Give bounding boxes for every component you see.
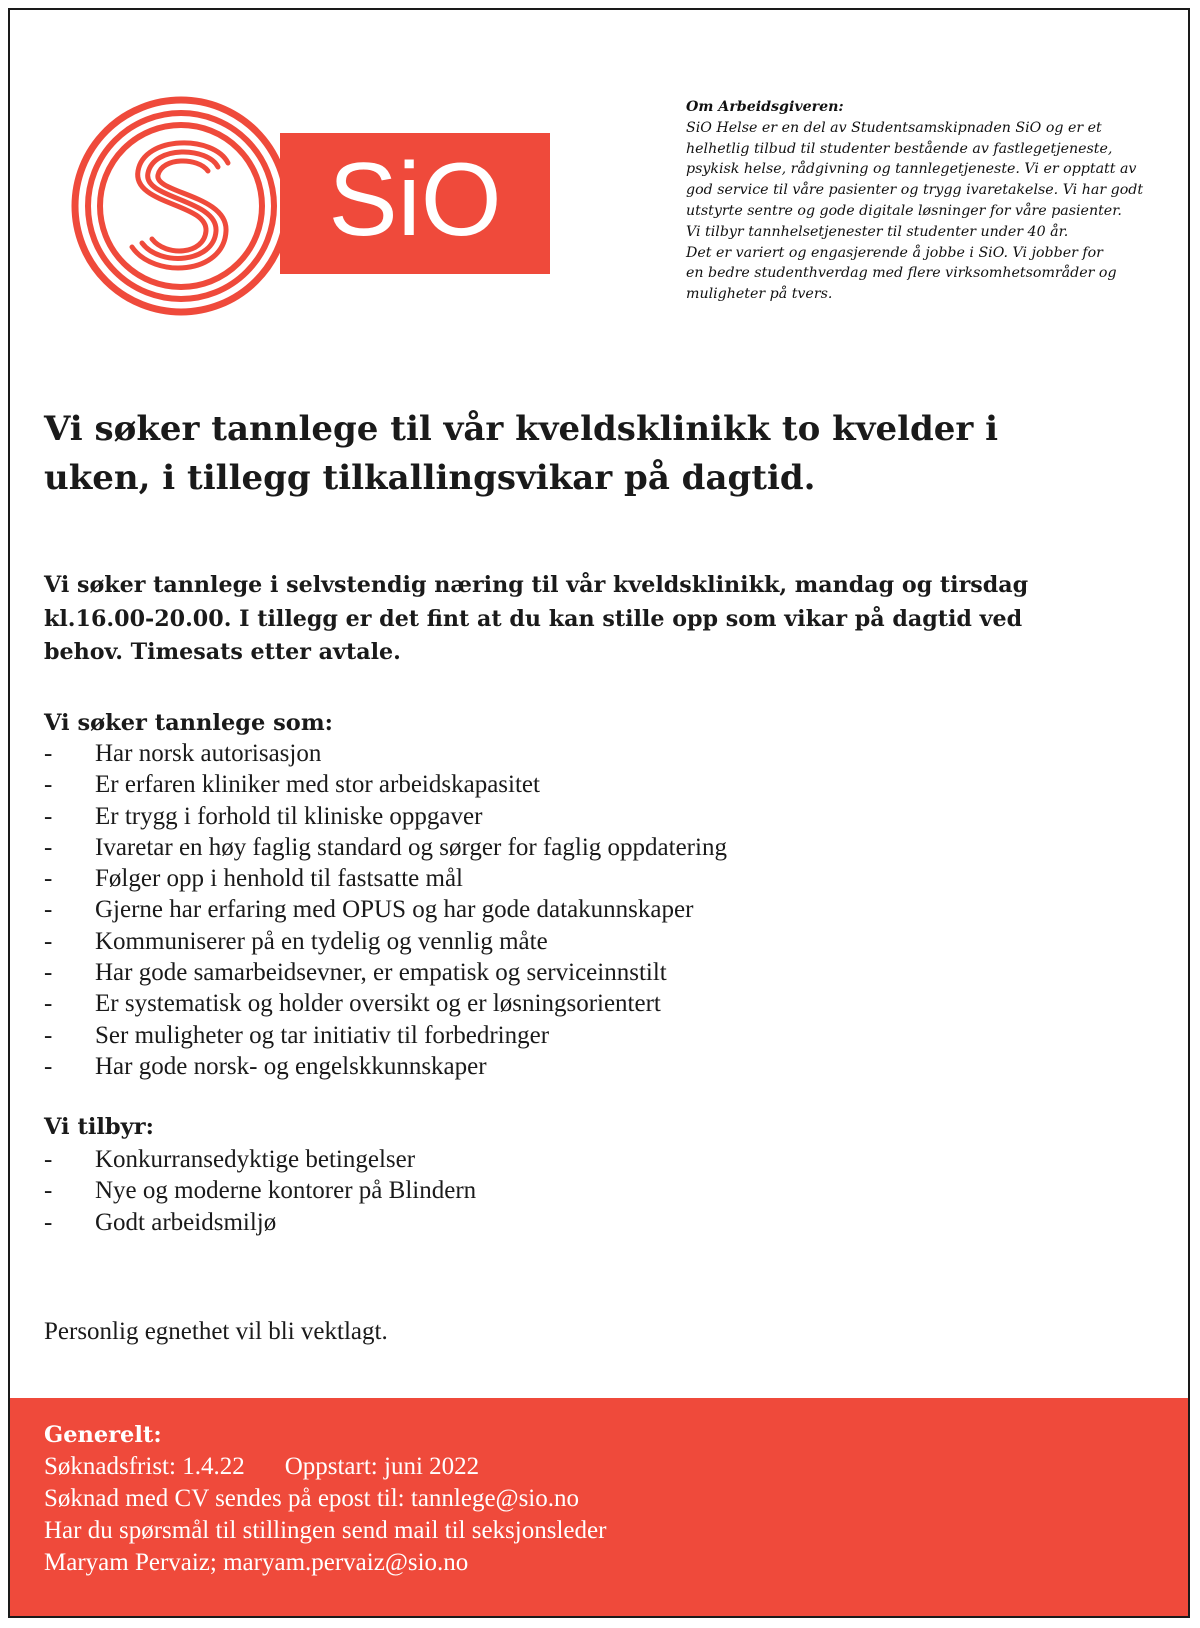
list-item-text: Følger opp i henhold til fastsatte mål [95, 865, 463, 893]
footer-apply-line: Søknad med CV sendes på epost til: tannlege@sio.no [44, 1485, 579, 1512]
list-item-text: Ser muligheter og tar initiativ til forbedringer [95, 1021, 550, 1049]
list-bullet: - [44, 771, 53, 799]
list-item [44, 769, 727, 800]
footer-questions-line: Har du spørsmål til stillingen send mail til seksjonsleder [44, 1517, 607, 1544]
employer-line: helhetlig tilbud til studenter bestående av fastlegetjeneste, [686, 140, 1113, 157]
offers-list [44, 1144, 476, 1238]
employer-line: Det er variert og engasjerende å jobbe i SiO. Vi jobber for [686, 244, 1103, 261]
list-bullet: - [44, 959, 53, 987]
list-item [44, 832, 727, 863]
list-item [44, 1207, 476, 1238]
footer-contact-line: Maryam Pervaiz; maryam.pervaiz@sio.no [44, 1549, 469, 1576]
list-item [44, 926, 727, 957]
list-item-text: Har norsk autorisasjon [95, 740, 322, 767]
employer-line: muligheter på tvers. [686, 286, 833, 303]
list-item-text: Gjerne har erfaring med OPUS og har gode datakunnskaper [95, 896, 694, 924]
employer-line: Vi tilbyr tannhelsetjenester til studenter under 40 år. [686, 223, 1069, 240]
list-item-text: Ivaretar en høy faglig standard og sørger for faglig oppdatering [95, 833, 727, 861]
list-item [44, 738, 727, 769]
sio-logo [70, 95, 560, 317]
list-item [44, 1144, 476, 1175]
start-date: Oppstart: juni 2022 [284, 1453, 480, 1480]
sio-ring-s-logo-icon [75, 100, 287, 312]
list-bullet: - [44, 1021, 53, 1049]
employer-info [686, 97, 1176, 305]
headline-line: uken, i tillegg tilkallingsvikar på dagtid. [44, 458, 816, 498]
list-bullet: - [44, 1052, 53, 1080]
list-bullet: - [44, 740, 53, 767]
list-item-text: Er trygg i forhold til kliniske oppgaver [95, 802, 483, 830]
list-item [44, 863, 727, 894]
list-item-text: Er systematisk og holder oversikt og er løsningsorientert [95, 990, 661, 1018]
requirements-list [44, 738, 727, 1082]
list-item [44, 1020, 727, 1051]
list-bullet: - [44, 990, 53, 1018]
employer-line: god service til våre pasienter og trygg ivaretakelse. Vi har godt [686, 182, 1144, 199]
employer-heading: Om Arbeidsgiveren: [686, 99, 844, 115]
list-bullet: - [44, 833, 53, 861]
list-item [44, 1175, 476, 1206]
list-item [44, 988, 727, 1019]
headline-line: Vi søker tannlege til vår kveldsklinikk to kvelder i [44, 409, 999, 449]
intro-line: kl.16.00-20.00. I tillegg er det fint at du kan stille opp som vikar på dagtid ved [44, 605, 1023, 632]
footer-banner [10, 1398, 1188, 1616]
page-title [44, 405, 1154, 503]
list-bullet: - [44, 896, 53, 924]
list-item-text: Kommuniserer på en tydelig og vennlig måte [95, 927, 548, 955]
list-bullet: - [44, 865, 53, 893]
intro-line: behov. Timesats etter avtale. [44, 639, 401, 665]
list-item [44, 957, 727, 988]
list-item-text: Har gode samarbeidsevner, er empatisk og serviceinnstilt [95, 959, 667, 987]
employer-line: SiO Helse er en del av Studentsamskipnaden SiO og er et [686, 119, 1102, 136]
list-item-text: Konkurransedyktige betingelser [95, 1146, 416, 1173]
list-bullet: - [44, 927, 53, 955]
employer-line: en bedre studenthverdag med flere virksomhetsområder og [686, 265, 1117, 282]
list-item-text: Har gode norsk- og engelskkunnskaper [95, 1052, 487, 1080]
list-item-text: Godt arbeidsmiljø [95, 1208, 277, 1236]
footer-title: Generelt: [44, 1422, 162, 1448]
list-item-text: Er erfaren kliniker med stor arbeidskapasitet [95, 771, 540, 799]
list-bullet: - [44, 1146, 53, 1173]
footer-dates [44, 1451, 479, 1482]
employer-line: psykisk helse, rådgivning og tannlegetjeneste. Vi er opptatt av [686, 161, 1137, 178]
application-deadline: Søknadsfrist: 1.4.22 [44, 1453, 245, 1480]
offers-title: Vi tilbyr: [44, 1114, 154, 1140]
requirements-title: Vi søker tannlege som: [44, 710, 333, 736]
intro-line: Vi søker tannlege i selvstendig næring til vår kveldsklinikk, mandag og tirsdag [44, 572, 1029, 598]
intro-paragraph [44, 569, 1164, 670]
list-item [44, 1051, 727, 1082]
list-bullet: - [44, 1177, 53, 1205]
list-item [44, 894, 727, 925]
list-bullet: - [44, 1208, 53, 1236]
list-bullet: - [44, 802, 53, 830]
list-item-text: Nye og moderne kontorer på Blindern [95, 1177, 477, 1205]
closing-statement: Personlig egnethet vil bli vektlagt. [44, 1318, 388, 1345]
logo-wordmark: SiO [328, 142, 502, 258]
employer-line: utstyrte sentre og gode digitale løsninger for våre pasienter. [686, 202, 1122, 219]
list-item [44, 801, 727, 832]
